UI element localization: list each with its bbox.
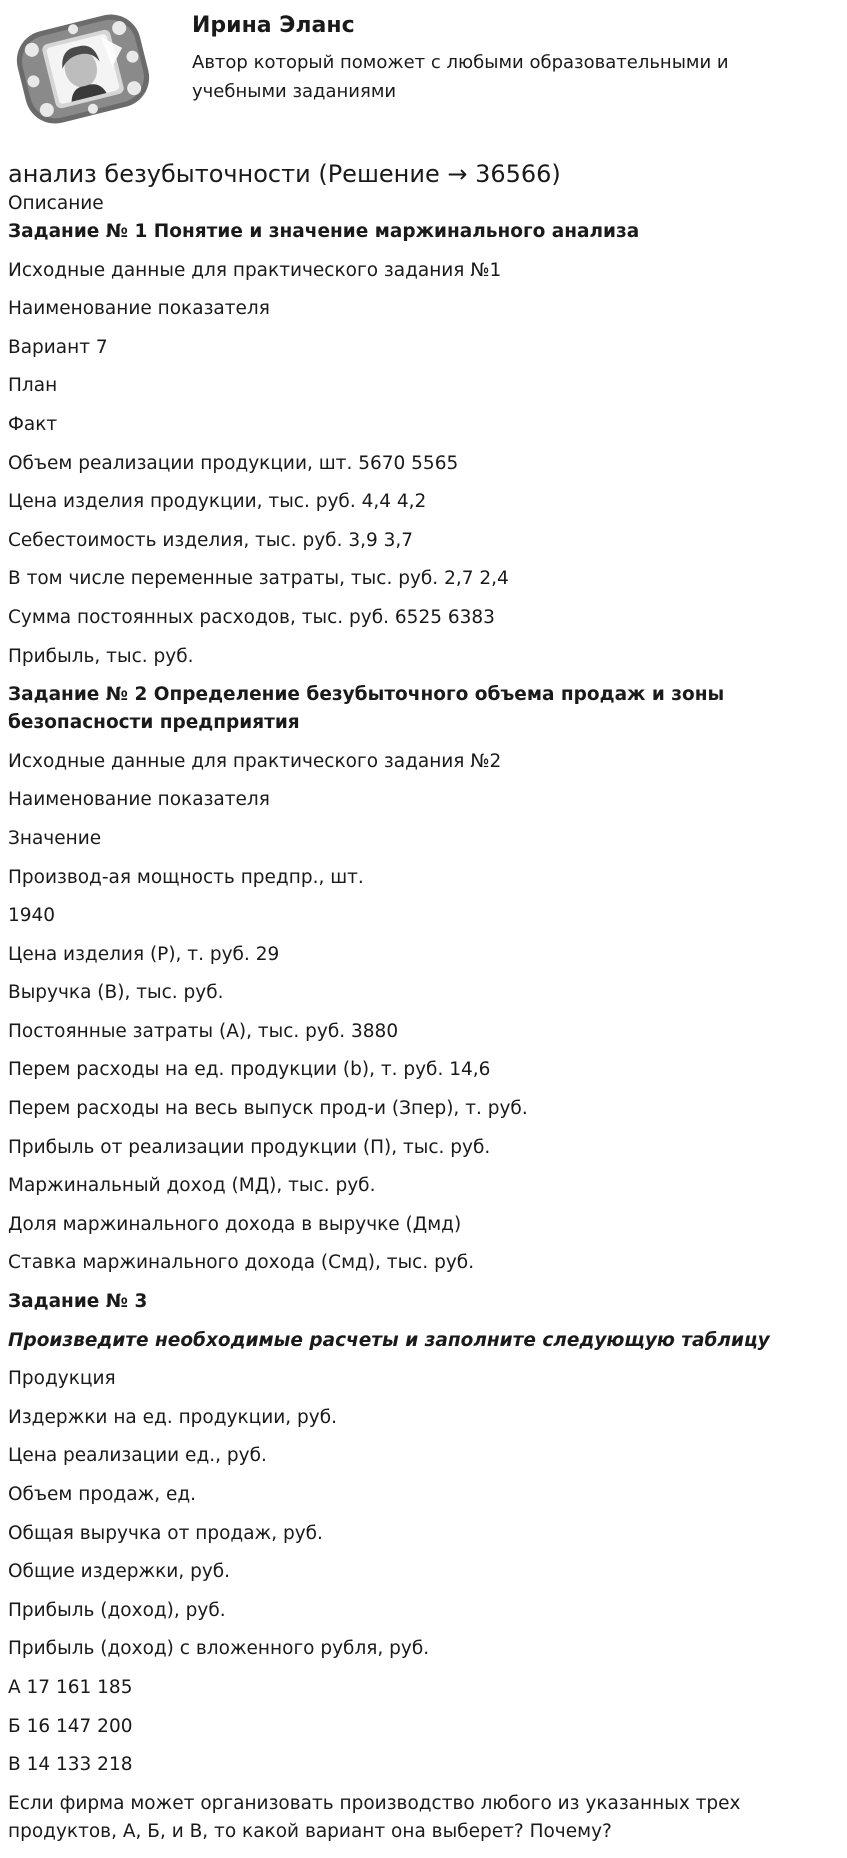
heading-line: Задание № 1 Понятие и значение маржинального анализа [8, 221, 640, 242]
text-line: Ставка маржинального дохода (Смд), тыс. руб. [8, 1252, 475, 1274]
text-line: Общие издержки, руб. [8, 1561, 231, 1583]
heading-line: Задание № 3 [8, 1291, 148, 1313]
text-line: Прибыль (доход) с вложенного рубля, руб. [8, 1638, 430, 1660]
text-line: Наименование показателя [8, 298, 270, 320]
text-line: Продукция [8, 1368, 116, 1390]
text-line: Постоянные затраты (А), тыс. руб. 3880 [8, 1020, 399, 1042]
author-description: Автор который поможет с любыми образовательными и учебными заданиями [192, 52, 729, 102]
film-reel-frame-photo-icon [8, 8, 158, 130]
text-line: Исходные данные для практического задания №2 [8, 750, 502, 772]
text-line: Цена реализации ед., руб. [8, 1445, 267, 1467]
heading-line: Задание № 2 Определение безубыточного объема продаж и зоны безопасности предприятия [8, 684, 725, 734]
text-line: В том числе переменные затраты, тыс. руб. 2,7 2,4 [8, 568, 509, 590]
text-line: Маржинальный доход (МД), тыс. руб. [8, 1175, 376, 1197]
text-line: Доля маржинального дохода в выручке (Дмд) [8, 1213, 462, 1235]
text-line: Цена изделия продукции, тыс. руб. 4,4 4,2 [8, 491, 427, 513]
document-content [8, 218, 839, 1846]
heading-line: Произведите необходимые расчеты и заполните следующую таблицу [8, 1329, 770, 1351]
text-line: Сумма постоянных расходов, тыс. руб. 6525 6383 [8, 606, 495, 628]
text-line: А 17 161 185 [8, 1676, 133, 1698]
author-name[interactable]: Ирина Эланс [192, 13, 355, 38]
text-line: Значение [8, 827, 102, 849]
text-line: Прибыль, тыс. руб. [8, 645, 194, 667]
text-line: Объем продаж, ед. [8, 1484, 197, 1505]
text-line: Производ-ая мощность предпр., шт. [8, 866, 364, 888]
text-line: Наименование показателя [8, 789, 270, 811]
text-line: Прибыль (доход), руб. [8, 1599, 226, 1621]
author-info [192, 8, 792, 106]
text-line: Вариант 7 [8, 336, 108, 358]
description-label: Описание [8, 193, 104, 214]
text-line: Перем расходы на ед. продукции (b), т. руб. 14,6 [8, 1059, 491, 1081]
text-line: Выручка (В), тыс. руб. [8, 982, 224, 1004]
text-line: План [8, 375, 58, 397]
text-line: Общая выручка от продаж, руб. [8, 1522, 323, 1544]
text-line: Издержки на ед. продукции, руб. [8, 1406, 338, 1428]
text-line: Себестоимость изделия, тыс. руб. 3,9 3,7 [8, 529, 414, 551]
text-line: Факт [8, 413, 58, 435]
text-line: Если фирма может организовать производство любого из указанных трех продуктов, А, Б, и В, то какой вариант она выберет? Почему? [8, 1792, 741, 1842]
text-line: Исходные данные для практического задания №1 [8, 259, 502, 281]
text-line: Прибыль от реализации продукции (П), тыс. руб. [8, 1136, 491, 1158]
document-title: анализ безубыточности (Решение → 36566) [8, 160, 561, 188]
text-line: Объем реализации продукции, шт. 5670 5565 [8, 452, 459, 474]
text-line: Перем расходы на весь выпуск прод-и (Зпер), т. руб. [8, 1098, 528, 1120]
text-line: В 14 133 218 [8, 1754, 133, 1776]
text-line: 1940 [8, 905, 56, 927]
text-line: Б 16 147 200 [8, 1715, 133, 1737]
text-line: Цена изделия (Р), т. руб. 29 [8, 943, 280, 965]
author-avatar[interactable] [8, 8, 158, 130]
author-card [8, 8, 839, 136]
